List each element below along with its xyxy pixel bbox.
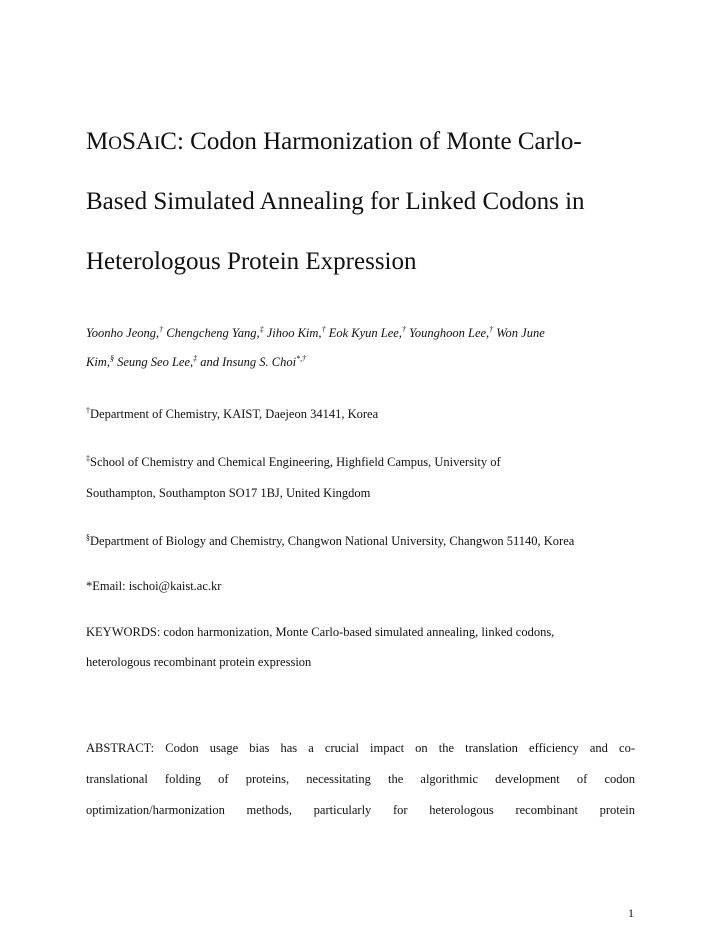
author: Eok Kyun Lee,† bbox=[325, 325, 406, 340]
title-sc-m: M bbox=[86, 128, 109, 155]
author: Won June bbox=[493, 326, 545, 340]
title-sc-c: C bbox=[160, 128, 177, 155]
title-line-3: Heterologous Protein Expression bbox=[86, 248, 417, 275]
affiliation-kaist: †Department of Chemistry, KAIST, Daejeon 34141, Korea bbox=[86, 406, 379, 421]
title-line-1 bbox=[86, 128, 582, 156]
page-number: 1 bbox=[628, 906, 634, 920]
corresponding-email: *Email: ischoi@kaist.ac.kr bbox=[86, 579, 222, 593]
title-rest: : Codon Harmonization of Monte Carlo- bbox=[176, 128, 582, 155]
abstract-line-2: translational folding of proteins, necessitating the algorithmic development of codon bbox=[86, 772, 635, 786]
author: Chengcheng Yang,‡ bbox=[163, 325, 264, 340]
author-list bbox=[86, 319, 646, 377]
author: Jihoo Kim,† bbox=[263, 325, 326, 340]
keywords-line-1: KEYWORDS: codon harmonization, Monte Carlo-based simulated annealing, linked codons, bbox=[86, 625, 555, 639]
keywords-line-2: heterologous recombinant protein expression bbox=[86, 655, 312, 669]
title-sc-sa: SA bbox=[121, 128, 154, 155]
title-sc-o: O bbox=[108, 133, 122, 154]
affiliation-southampton-line-1: ‡School of Chemistry and Chemical Engineering, Highfield Campus, University of bbox=[86, 454, 501, 469]
title-line-2: Based Simulated Annealing for Linked Codons in bbox=[86, 188, 585, 215]
author: Yoonho Jeong,† bbox=[86, 325, 164, 340]
affiliation-changwon: §Department of Biology and Chemistry, Changwon National University, Changwon 51140, Korea bbox=[86, 533, 575, 548]
author: Seung Seo Lee,‡ bbox=[113, 354, 198, 369]
author: Younghoon Lee,† bbox=[405, 325, 494, 340]
author: and Insung S. Choi*,† bbox=[197, 354, 307, 369]
abstract-line-1: ABSTRACT: Codon usage bias has a crucial impact on the translation efficiency and co- bbox=[86, 741, 635, 755]
affiliation-southampton-line-2: Southampton, Southampton SO17 1BJ, United Kingdom bbox=[86, 486, 371, 500]
abstract-line-3: optimization/harmonization methods, particularly for heterologous recombinant protein bbox=[86, 803, 635, 817]
title-sc-i: I bbox=[153, 133, 161, 154]
author: Kim,§ bbox=[86, 354, 114, 369]
